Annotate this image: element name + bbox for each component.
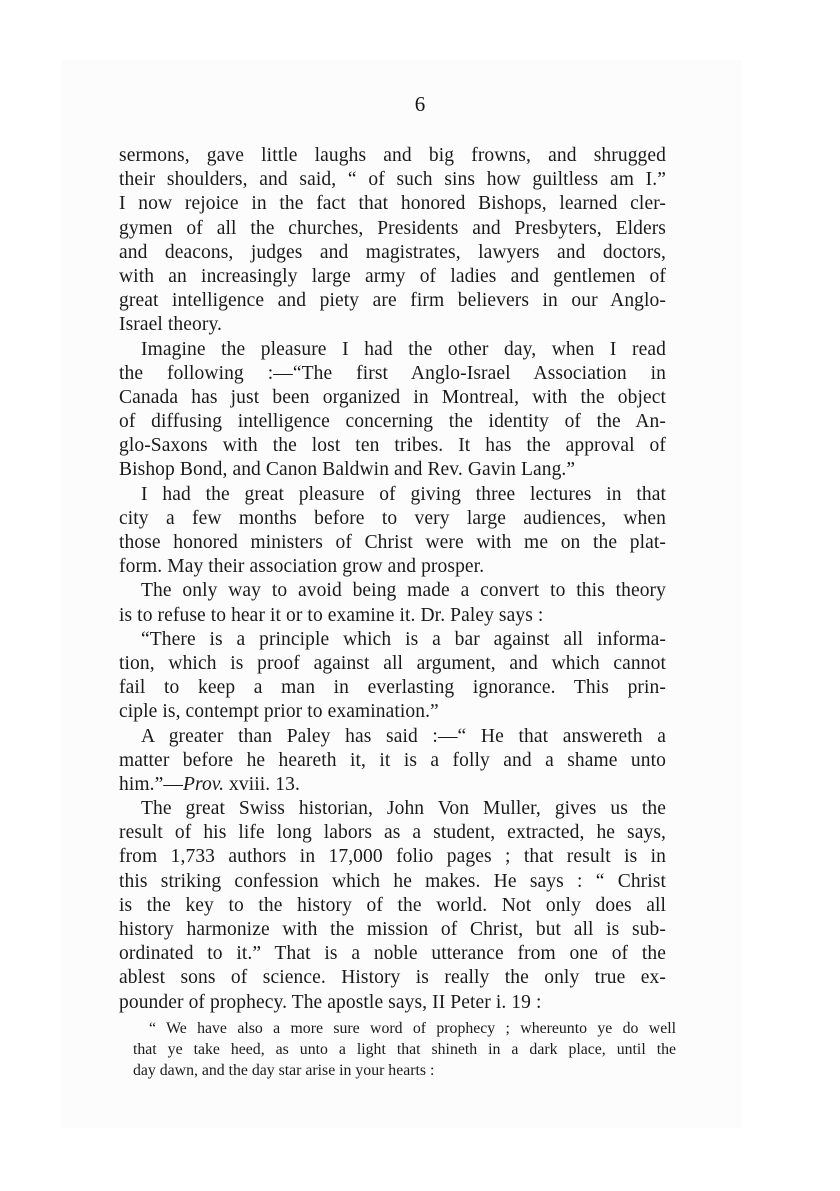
quote-line: that ye take heed, as unto a light that shineth in a dark place, until the — [133, 1041, 676, 1058]
quote-line: day dawn, and the day star arise in your hearts : — [133, 1062, 435, 1079]
text-line: I now rejoice in the fact that honored Bishops, learned cler- — [119, 193, 666, 215]
text-line: from 1,733 authors in 17,000 folio pages ; that result is in — [119, 846, 666, 868]
text-line: this striking confession which he makes. He says : “ Christ — [119, 870, 666, 892]
text-line: result of his life long labors as a student, extracted, he says, — [119, 822, 666, 844]
text-line: is the key to the history of the world. Not only does all — [119, 894, 666, 916]
paragraph-start-line: “There is a principle which is a bar against all informa- — [141, 628, 666, 650]
citation-book: Prov. — [182, 773, 225, 795]
text-line: tion, which is proof against all argument, and which cannot — [119, 652, 666, 674]
text-line: Israel theory. — [119, 314, 223, 336]
text-line: gymen of all the churches, Presidents and Presbyters, Elders — [119, 217, 666, 239]
text-line: ablest sons of science. History is really the only true ex- — [119, 967, 666, 989]
text-line: those honored ministers of Christ were with me on the plat- — [119, 532, 666, 553]
citation-ref: xviii. 13. — [224, 773, 300, 795]
text-line: pounder of prophecy. The apostle says, II Peter i. 19 : — [119, 991, 542, 1013]
text-line: form. May their association grow and prosper. — [119, 556, 485, 578]
paragraph-start-line: Imagine the pleasure I had the other day, when I read — [141, 338, 666, 360]
paragraph-start-line: The great Swiss historian, John Von Muller, gives us the — [141, 798, 666, 820]
body-text — [119, 144, 666, 1015]
text-line: ciple is, contempt prior to examination.” — [119, 701, 439, 723]
text-line: glo-Saxons with the lost ten tribes. It has the approval of — [119, 435, 666, 457]
text-line: ordinated to it.” That is a noble utterance from one of the — [119, 943, 666, 965]
text-line: city a few months before to very large audiences, when — [119, 507, 666, 529]
text-line: history harmonize with the mission of Christ, but all is sub- — [119, 919, 666, 940]
text-line: matter before he heareth it, it is a folly and a shame unto — [119, 749, 666, 771]
paragraph-start-line: A greater than Paley has said :—“ He that answereth a — [141, 725, 666, 747]
text-line: Canada has just been organized in Montreal, with the object — [119, 386, 666, 408]
citation-line — [119, 773, 666, 797]
text-line: their shoulders, and said, “ of such sins how guiltless am I.” — [119, 169, 666, 191]
text-line: of diffusing intelligence concerning the identity of the An- — [119, 411, 666, 433]
text-line: with an increasingly large army of ladies and gentlemen of — [119, 265, 666, 287]
citation-prefix: him.”— — [119, 773, 183, 795]
scripture-quote-block — [133, 1018, 676, 1081]
text-line: fail to keep a man in everlasting ignorance. This prin- — [119, 677, 666, 699]
paragraph-start-line: I had the great pleasure of giving three lectures in that — [141, 483, 666, 505]
text-line: Bishop Bond, and Canon Baldwin and Rev. Gavin Lang.” — [119, 459, 576, 481]
text-line: the following :—“The first Anglo-Israel Association in — [119, 362, 666, 384]
text-line: great intelligence and piety are firm believers in our Anglo- — [119, 290, 666, 312]
page-number: 6 — [414, 92, 426, 116]
quote-line: “ We have also a more sure word of prophecy ; whereunto ye do well — [149, 1020, 676, 1037]
text-line: sermons, gave little laughs and big frowns, and shrugged — [119, 145, 666, 166]
paragraph-start-line: The only way to avoid being made a convert to this theory — [141, 580, 666, 602]
text-line: is to refuse to hear it or to examine it. Dr. Paley says : — [119, 604, 544, 626]
text-line: and deacons, judges and magistrates, lawyers and doctors, — [119, 241, 666, 263]
